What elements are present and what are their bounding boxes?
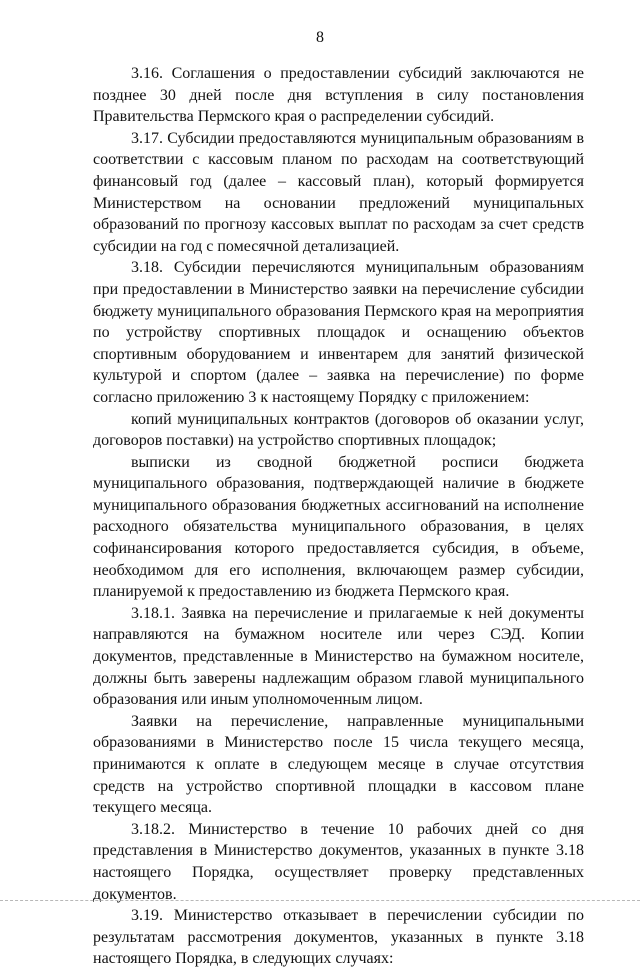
paragraph-applications-after-15th: Заявки на перечисление, направленные муниципальными образованиями в Министерство после 15 числа текущего месяца, принимаются к оплате в следующем месяце в случае отсутствия средств на устройство спортивной площадки в кассовом плане текущего месяца. bbox=[93, 712, 584, 817]
paragraph-3-17: 3.17. Субсидии предоставляются муниципальным образованиям в соответствии с кассовым планом по расходам на соответствующий финансовый год (далее – кассовый план), который формируется Министерством на основании предложений муниципальных образований по прогнозу кассовых выплат по расходам за счет средств субсидии на год с помесячной детализацией. bbox=[93, 129, 584, 255]
paragraph-budget-extract: выписки из сводной бюджетной росписи бюджета муниципального образования, подтверждающей наличие в бюджете муниципального образования бюджетных ассигнований на исполнение расходного обязательства муниципального образования, в целях софинансирования которого предоставляется субсидия, в объеме, необходимом для его исполнения, включающем размер субсидии, планируемой к предоставлению из бюджета Пермского края. bbox=[93, 453, 584, 601]
paragraph-3-16: 3.16. Соглашения о предоставлении субсидий заключаются не позднее 30 дней после дня вступления в силу постановления Правительства Пермского края о распределении субсидий. bbox=[93, 65, 584, 126]
paragraph-3-18: 3.18. Субсидии перечисляются муниципальным образованиям при предоставлении в Министерство заявки на перечисление субсидии бюджету муниципального образования Пермского края на мероприятия по устройству спортивных площадок и оснащению объектов спортивным оборудованием и инвентарем для занятий физической культурой и спортом (далее – заявка на перечисление) по форме согласно приложению 3 к настоящему Порядку с приложением: bbox=[93, 259, 584, 406]
paragraph-3-18-1: 3.18.1. Заявка на перечисление и прилагаемые к ней документы направляются на бумажном носителе или через СЭД. Копии документов, представленные в Министерство на бумажном носителе, должны быть заверены надлежащим образом главой муниципального образования или иным уполномоченным лицом. bbox=[93, 604, 584, 709]
paragraph-contract-copies: копий муниципальных контрактов (договоров об оказании услуг, договоров поставки) на устройство спортивных площадок; bbox=[93, 410, 584, 450]
scan-edge-line bbox=[0, 900, 640, 901]
paragraph-3-19: 3.19. Министерство отказывает в перечислении субсидии по результатам рассмотрения документов, указанных в пункте 3.18 настоящего Порядка, в следующих случаях: bbox=[93, 907, 584, 968]
document-body bbox=[93, 63, 584, 970]
page-number: 8 bbox=[316, 29, 324, 46]
paragraph-3-18-2: 3.18.2. Министерство в течение 10 рабочих дней со дня представления в Министерство документов, указанных в пункте 3.18 настоящего Порядка, осуществляет проверку представленных документов. bbox=[93, 820, 584, 903]
